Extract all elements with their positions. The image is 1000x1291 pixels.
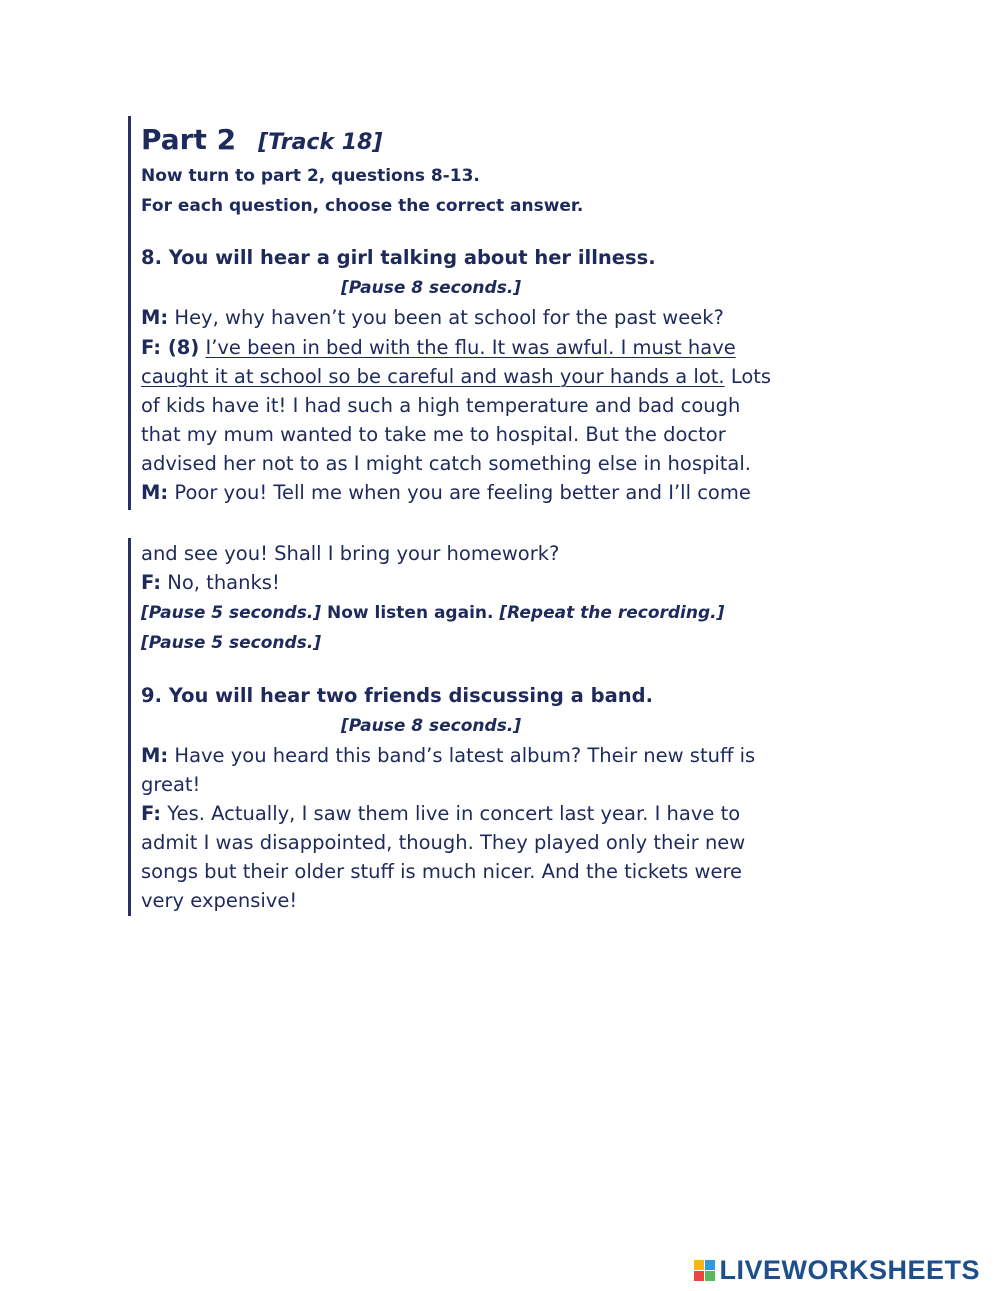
dialogue-text: No, thanks! [161, 571, 280, 594]
transcript-block-1 [128, 116, 858, 510]
listen-again-text: Now listen again. [321, 603, 500, 623]
track-label: [Track 18] [258, 130, 383, 155]
speaker-f: F: [141, 802, 162, 825]
part-title-text: Part 2 [141, 123, 237, 156]
speaker-f-answer: F: (8) [141, 336, 200, 359]
question-9-heading: 9. You will hear two friends discussing a band. [141, 684, 653, 707]
question-8-pause: [Pause 8 seconds.] [341, 278, 522, 298]
dialogue-text: Have you heard this band’s latest album? Their new stuff is [168, 744, 756, 767]
speaker-m: M: [141, 481, 169, 504]
q8-line-f1-4: that my mum wanted to take me to hospital. But the doctor [141, 423, 726, 446]
pause-note: [Pause 5 seconds.] [141, 603, 322, 623]
dialogue-text: Hey, why haven’t you been at school for the past week? [168, 306, 724, 329]
dialogue-text: Yes. Actually, I saw them live in concert last year. I have to [161, 802, 741, 825]
logo-square [705, 1260, 715, 1270]
answer-evidence-1: I’ve been in bed with the flu. It was awful. I must have [205, 336, 736, 359]
q8-line-m2 [141, 479, 751, 507]
q9-line-f1 [141, 800, 740, 828]
q8-line-f2 [141, 569, 280, 597]
q8-pause-repeat [141, 599, 724, 627]
instruction-line-2: For each question, choose the correct answer. [141, 196, 584, 216]
liveworksheets-footer[interactable] [694, 1254, 980, 1286]
q8-line-m2-cont: and see you! Shall I bring your homework? [141, 542, 560, 565]
liveworksheets-brand: LIVEWORKSHEETS [719, 1254, 980, 1285]
q9-line-f1-2: admit I was disappointed, though. They played only their new [141, 831, 746, 854]
speaker-m: M: [141, 306, 169, 329]
repeat-note: [Repeat the recording.] [499, 603, 725, 623]
q8-line-f1-2 [141, 363, 771, 391]
question-9-pause: [Pause 8 seconds.] [341, 716, 522, 736]
instruction-line-1: Now turn to part 2, questions 8-13. [141, 166, 480, 186]
answer-evidence-2: caught it at school so be careful and wash your hands a lot. [141, 365, 725, 388]
transcript-block-2 [128, 538, 858, 916]
dialogue-text: Lots [724, 365, 772, 388]
q9-line-m1-cont: great! [141, 773, 201, 796]
logo-square [694, 1271, 704, 1281]
q8-line-m1 [141, 304, 724, 332]
q8-line-f1-3: of kids have it! I had such a high temperature and bad cough [141, 394, 741, 417]
q8-pause-final: [Pause 5 seconds.] [141, 633, 322, 653]
q8-line-f1 [141, 334, 736, 362]
q9-line-f1-4: very expensive! [141, 889, 298, 912]
logo-square [694, 1260, 704, 1270]
dialogue-text: Poor you! Tell me when you are feeling better and I’ll come [168, 481, 751, 504]
part-title [141, 122, 382, 161]
logo-square [705, 1271, 715, 1281]
q9-line-f1-3: songs but their older stuff is much nicer. And the tickets were [141, 860, 743, 883]
q9-line-m1 [141, 742, 755, 770]
speaker-m: M: [141, 744, 169, 767]
speaker-f: F: [141, 571, 162, 594]
liveworksheets-logo-icon [694, 1260, 715, 1281]
q8-line-f1-5: advised her not to as I might catch something else in hospital. [141, 452, 751, 475]
question-8-heading: 8. You will hear a girl talking about her illness. [141, 246, 656, 269]
